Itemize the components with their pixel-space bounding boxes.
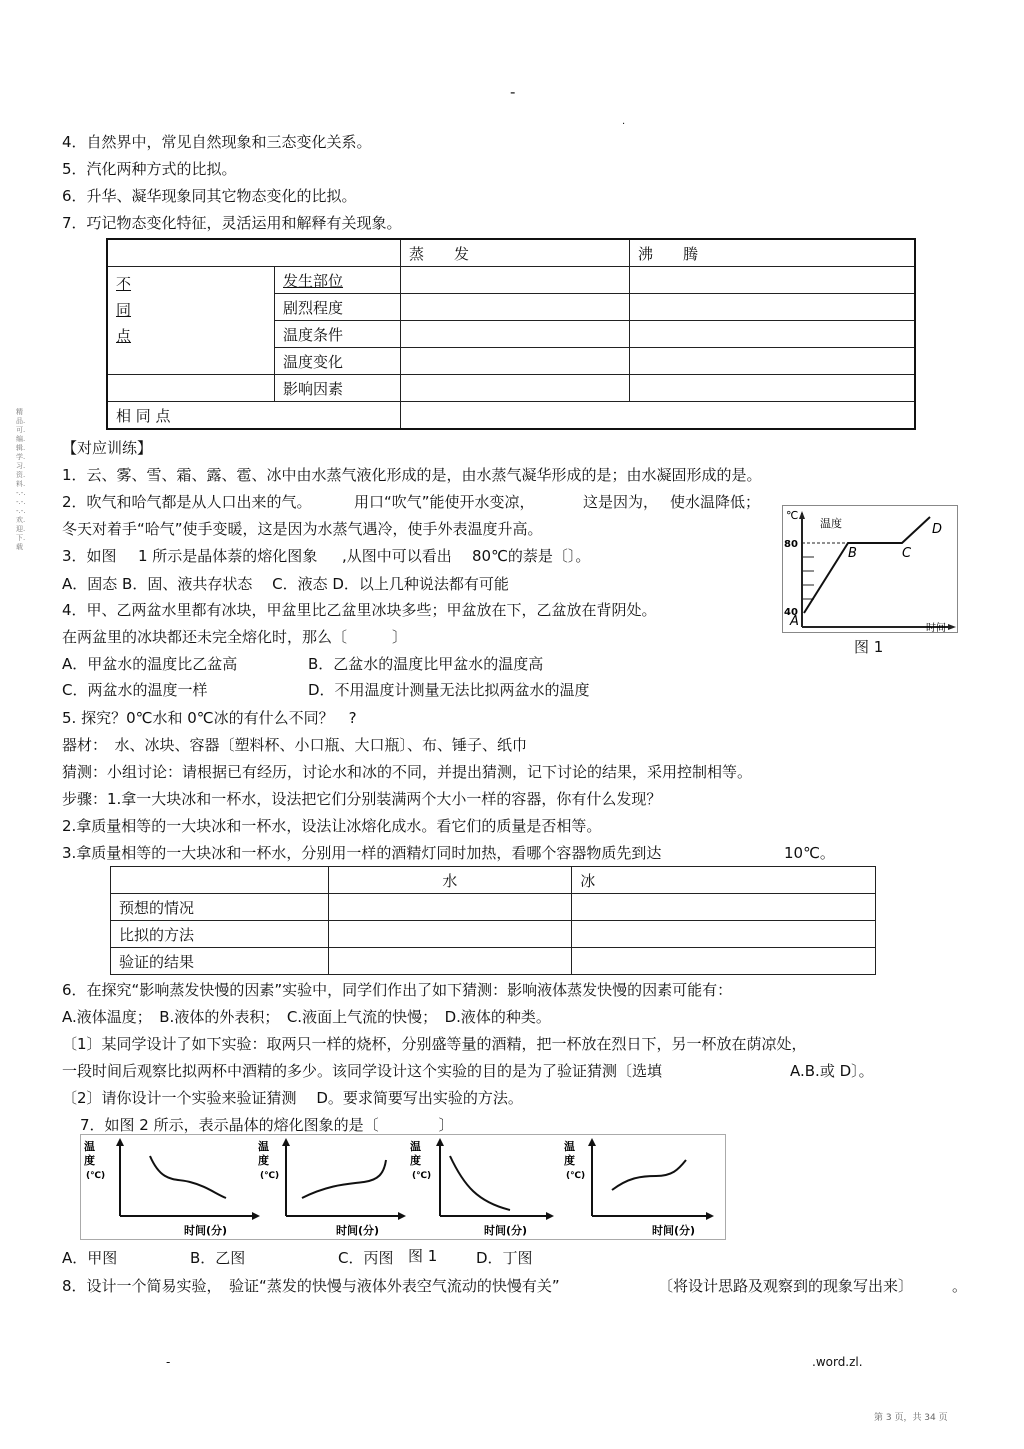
figure-1-label: 温度 (820, 517, 842, 530)
question-2-e: 冬天对着手“哈气”使手变暖，这是因为水蒸气遇冷，使手外表温度升高。 (62, 520, 543, 538)
figure-1-y-arrow (799, 511, 805, 519)
figure-2-yi-y2: 度 (258, 1154, 269, 1167)
figure-2-jia-y1: 温 (84, 1140, 95, 1153)
question-4-opt-a: A．甲盆水的温度比乙盆高 (62, 655, 238, 673)
water-ice-table (110, 866, 876, 975)
header-dot: . (622, 116, 626, 127)
evaporation-boiling-table (106, 238, 916, 430)
question-5-step-3: 3.拿质量相等的一大块冰和一杯水，分别用一样的酒精灯同时加热，看哪个容器物质先到达 (62, 844, 662, 862)
row-result: 验证的结果 (111, 948, 329, 975)
question-2-a: 2．吹气和哈气都是从人口出来的气。 (62, 493, 312, 511)
diff-label: 不 同 点 (107, 267, 275, 375)
question-5-step-1: 步骤：1.拿一大块冰和一杯水，设法把它们分别装满两个大小一样的容器，你有什么发现？ (62, 790, 662, 808)
question-2-b: 用口“吹气”能使开水变凉， (354, 493, 535, 511)
item-4: 4．自然界中，常见自然现象和三态变化关系。 (62, 133, 372, 151)
figure-1-x-arrow (948, 624, 956, 630)
figure-1-x-label: 时间 (926, 623, 946, 633)
figure-2-bing-y3: (℃) (412, 1171, 432, 1181)
question-4-b: 在两盆里的冰块都还未完全熔化时，那么〔 〕 (62, 628, 408, 646)
row-temp-condition: 温度条件 (275, 321, 401, 348)
page-number: 第 3 页，共 34 页 (874, 1413, 948, 1423)
question-5-step-3-temp: 10℃。 (784, 844, 835, 862)
figure-2-ding-curve (612, 1160, 686, 1190)
figure-2-jia-curve (150, 1156, 226, 1198)
figure-2-jia-y2: 度 (84, 1154, 95, 1167)
col-boiling: 沸 腾 (630, 239, 916, 267)
figure-2-jia-x: 时间(分) (184, 1224, 228, 1237)
question-3-d: 80℃的萘是〔〕。 (472, 547, 591, 565)
row-factors: 影响因素 (275, 375, 401, 402)
question-4-opt-c: C．两盆水的温度一样 (62, 681, 208, 699)
question-7-option-a: A．甲图 (62, 1249, 118, 1267)
question-3-options: A．固态 B．固、液共存状态 C．液态 D．以上几种说法都有可能 (62, 575, 509, 593)
question-7-option-d: D．丁图 (476, 1249, 533, 1267)
row-expected: 预想的情况 (111, 894, 329, 921)
question-6-d: 一段时间后观察比拟两杯中酒精的多少。该同学设计这个实验的目的是为了验证猜测〔选填 (62, 1062, 663, 1080)
figure-2-yi-y-arrow (282, 1138, 290, 1146)
figure-1-point-c: C (902, 546, 912, 561)
question-2-c: 这是因为， (583, 493, 659, 511)
figure-2-yi-y1: 温 (258, 1140, 269, 1153)
figure-2-chart-bing (410, 1138, 554, 1237)
figure-1-melting-chart (782, 505, 958, 633)
question-5-guess: 猜测：小组讨论：请根据已有经历，讨论水和冰的不同，并提出猜测，记下讨论的结果，采用控制相等。 (62, 763, 753, 781)
question-2-d: 使水温降低； (670, 493, 761, 511)
figure-2-ding-y-arrow (588, 1138, 596, 1146)
col-evaporation: 蒸 发 (401, 239, 630, 267)
figure-2-bing-x-arrow (546, 1212, 554, 1220)
question-1: 1．云、雾、雪、霜、露、雹、冰中由水蒸气液化形成的是，由水蒸气凝华形成的是；由水凝固形成的是。 (62, 466, 762, 484)
figure-2-bing-curve (450, 1156, 510, 1210)
figure-2-chart-jia (84, 1138, 260, 1237)
question-3-b: 1 所示是晶体萘的熔化图象 (138, 547, 318, 565)
footer-left: - (166, 1355, 171, 1369)
question-6-f: 〔2〕请你设计一个实验来验证猜测 D。要求简要写出实验的方法。 (62, 1089, 523, 1107)
figure-2-ding-x: 时间(分) (652, 1224, 696, 1237)
question-3-a: 3．如图 (62, 547, 117, 565)
question-6-a: 6．在探究“影响蒸发快慢的因素”实验中，同学们作出了如下猜测：影响液体蒸发快慢的因素可能有： (62, 981, 733, 999)
item-7: 7．巧记物态变化特征，灵活运用和解释有关现象。 (62, 214, 402, 232)
section-title: 【对应训练】 (62, 439, 153, 457)
question-6-b: A.液体温度； B.液体的外表积； C.液面上气流的快慢； D.液体的种类。 (62, 1008, 551, 1026)
figure-1-tick-80: 80 (784, 539, 798, 550)
header-dash: - (510, 83, 516, 101)
question-6-c: 〔1〕某同学设计了如下实验：取两只一样的烧杯，分别盛等量的酒精，把一杯放在烈日下，另一杯放在荫凉处， (62, 1035, 807, 1053)
question-7-option-c: C．丙图 (338, 1249, 394, 1267)
row-location: 发生部位 (275, 267, 401, 294)
question-6-e: A.B.或 D〕。 (790, 1062, 874, 1080)
figure-2-charts (80, 1134, 726, 1240)
item-5: 5．汽化两种方式的比拟。 (62, 160, 237, 178)
figure-2-jia-x-arrow (252, 1212, 260, 1220)
question-3-c: ,从图中可以看出 (342, 547, 452, 565)
figure-1-tick-40: 40 (784, 607, 798, 618)
figure-2-chart-ding (564, 1138, 714, 1237)
side-watermark: 精品.可.编.辑.学.习.资.料.-.-.-.-.-.-.欢.迎.下.载 (16, 408, 26, 551)
figure-2-chart-yi (258, 1138, 406, 1237)
figure-2-bing-y1: 温 (410, 1140, 421, 1153)
figure-2-ding-y2: 度 (564, 1154, 575, 1167)
footer-right: .word.zl. (812, 1355, 863, 1369)
question-8-b: 〔将设计思路及观察到的现象写出来〕 (658, 1277, 914, 1295)
figure-2-caption: 图 1 (408, 1247, 438, 1265)
question-5-a: 5. 探究？0℃水和 0℃冰的有什么不同？ ? (62, 709, 357, 727)
figure-1-y-unit: ℃ (786, 509, 799, 522)
figure-2-ding-x-arrow (706, 1212, 714, 1220)
question-4-a: 4．甲、乙两盆水里都有冰块，甲盆里比乙盆里冰块多些；甲盆放在下，乙盆放在背阴处。 (62, 601, 657, 619)
item-6: 6．升华、凝华现象同其它物态变化的比拟。 (62, 187, 357, 205)
question-7-a: 7．如图 2 所示，表示晶体的熔化图象的是〔 〕 (80, 1116, 454, 1134)
figure-1-curve (804, 517, 930, 613)
figure-1-point-a: A (790, 614, 799, 629)
question-8-c: 。 (952, 1277, 968, 1295)
figure-2-yi-x-arrow (398, 1212, 406, 1220)
figure-2-border (81, 1135, 726, 1240)
figure-1-point-d: D (932, 522, 943, 537)
figure-1-caption: 图 1 (854, 638, 884, 656)
question-4-opt-d: D．不用温度计测量无法比拟两盆水的温度 (308, 681, 590, 699)
row-intensity: 剧烈程度 (275, 294, 401, 321)
figure-2-ding-y1: 温 (564, 1140, 575, 1153)
figure-2-yi-y3: (℃) (260, 1171, 280, 1181)
figure-2-bing-y-arrow (436, 1138, 444, 1146)
question-7-option-b: B．乙图 (190, 1249, 246, 1267)
figure-2-bing-x: 时间(分) (484, 1224, 528, 1237)
col-ice: 冰 (572, 867, 876, 894)
figure-1-point-b: B (848, 546, 857, 561)
figure-2-jia-y-arrow (116, 1138, 124, 1146)
figure-2-bing-y2: 度 (410, 1154, 421, 1167)
question-4-opt-b: B．乙盆水的温度比甲盆水的温度高 (308, 655, 544, 673)
question-5-step-2: 2.拿质量相等的一大块冰和一杯水，设法让冰熔化成水。看它们的质量是否相等。 (62, 817, 602, 835)
row-temp-change: 温度变化 (275, 348, 401, 375)
figure-2-yi-x: 时间(分) (336, 1224, 380, 1237)
col-water: 水 (328, 867, 572, 894)
question-5-materials: 器材： 水、冰块、容器〔塑料杯、小口瓶、大口瓶〕、布、锤子、纸巾 (62, 736, 528, 754)
row-method: 比拟的方法 (111, 921, 329, 948)
question-8-a: 8．设计一个简易实验， 验证“蒸发的快慢与液体外表空气流动的快慢有关” (62, 1277, 560, 1295)
figure-2-jia-y3: (℃) (86, 1171, 106, 1181)
figure-2-ding-y3: (℃) (566, 1171, 586, 1181)
figure-2-yi-curve (302, 1160, 386, 1198)
row-same: 相 同 点 (107, 402, 401, 430)
